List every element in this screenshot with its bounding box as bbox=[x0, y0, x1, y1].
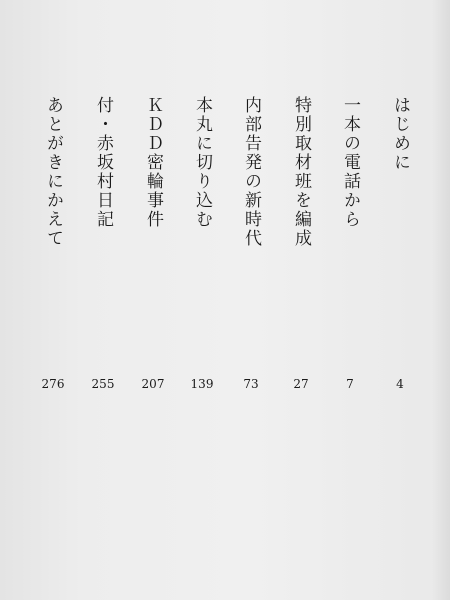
toc-entry-page-number: 7 bbox=[346, 377, 354, 391]
toc-entry-title: はじめに bbox=[390, 96, 410, 172]
toc-entry-page-number: 27 bbox=[293, 377, 309, 391]
toc-entry-page-number: 139 bbox=[190, 377, 214, 391]
toc-entry-page-number: 207 bbox=[141, 377, 165, 391]
toc-entry-atogaki bbox=[38, 0, 68, 600]
toc-entry-title: ＫＤＤ密輪事件 bbox=[143, 96, 163, 229]
toc-entry-page-number: 255 bbox=[91, 377, 115, 391]
toc-entry-page-number: 4 bbox=[396, 377, 404, 391]
toc-entry-title: 内部告発の新時代 bbox=[241, 96, 261, 248]
toc-entry-page-number: 276 bbox=[41, 377, 65, 391]
toc-entry-title: 特別取材班を編成 bbox=[291, 96, 311, 248]
toc-entry-page-number: 73 bbox=[243, 377, 259, 391]
toc-entry-title: 付・赤坂村日記 bbox=[93, 96, 113, 229]
toc-entry-honmaru bbox=[187, 0, 217, 600]
toc-entry-title: 本丸に切り込む bbox=[192, 96, 212, 229]
toc-entry-naibu-kokuhatsu bbox=[236, 0, 266, 600]
toc-entry-title: 一本の電話から bbox=[340, 96, 360, 229]
toc-entry-akasaka-nikki bbox=[88, 0, 118, 600]
toc-entry-ippon-no-denwa bbox=[335, 0, 365, 600]
page-edge-shadow bbox=[432, 0, 450, 600]
toc-entry-hajimeni bbox=[385, 0, 415, 600]
toc-entry-tokubetsu-shuzaihan bbox=[286, 0, 316, 600]
toc-entry-kdd-jiken bbox=[138, 0, 168, 600]
toc-entry-title: あとがきにかえて bbox=[43, 96, 63, 248]
